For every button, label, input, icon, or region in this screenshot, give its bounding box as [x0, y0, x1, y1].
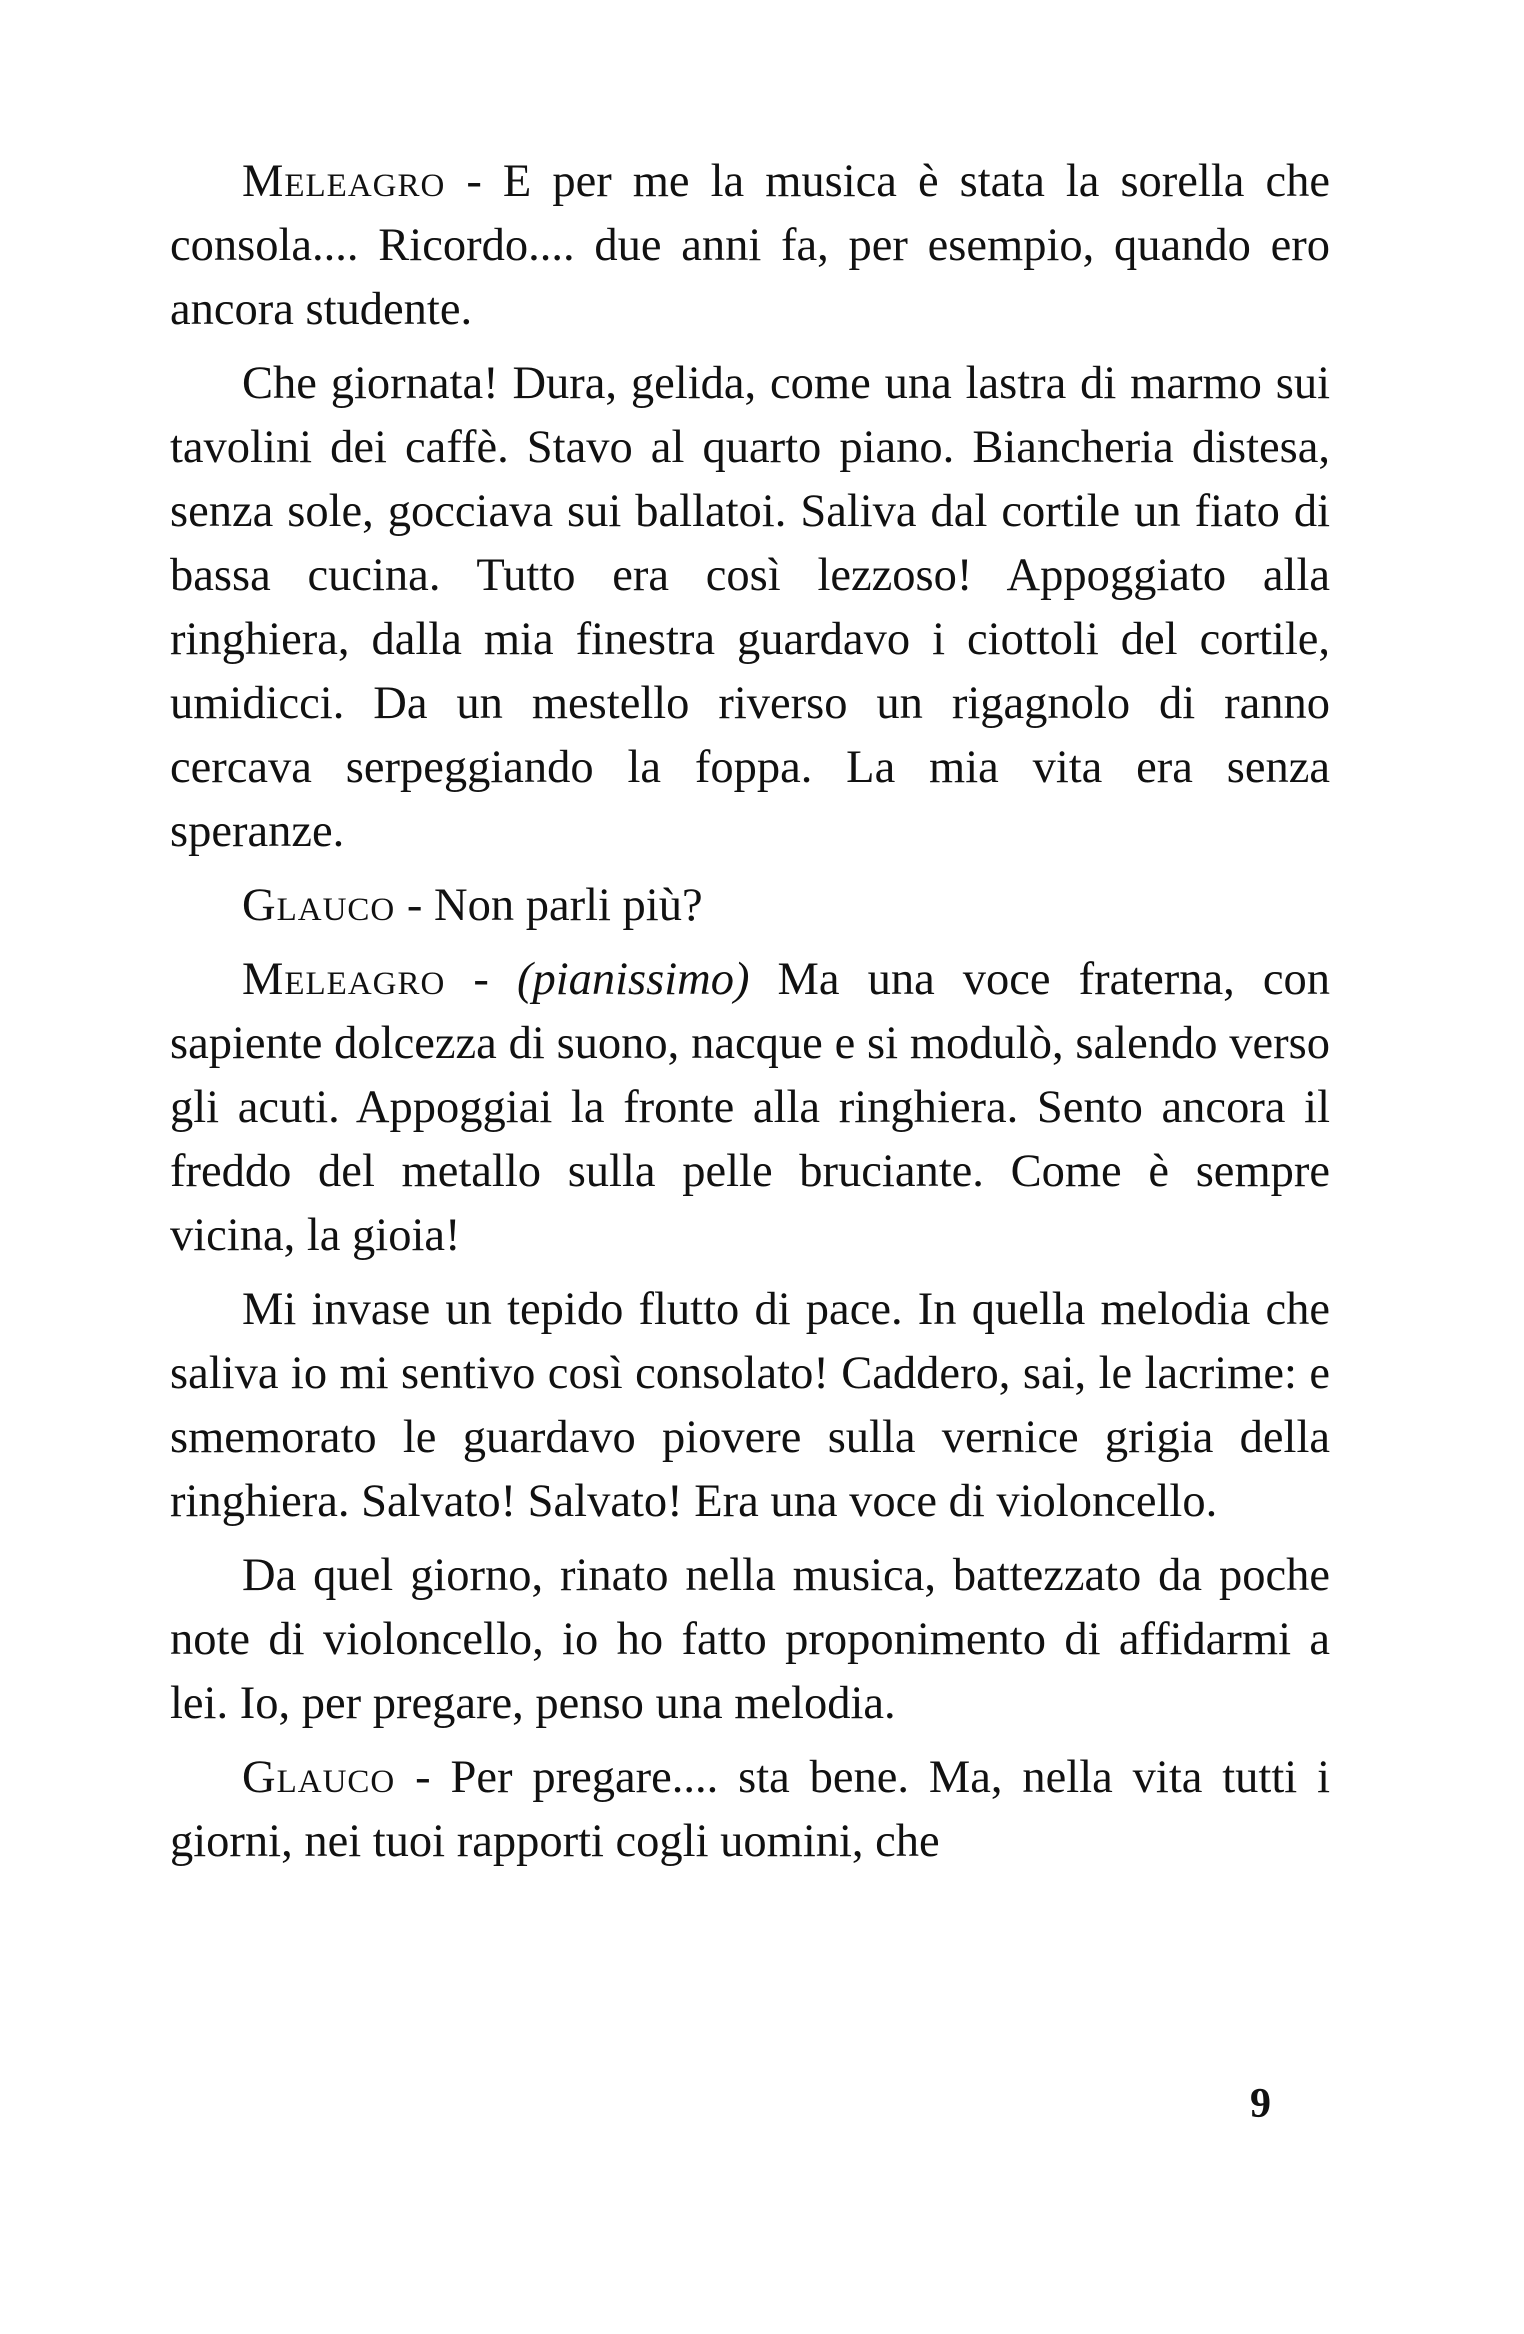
speaker-name: Glauco — [242, 1752, 396, 1803]
speaker-name: Glauco — [242, 880, 396, 931]
paragraph-text: Che giornata! Dura, gelida, come una lastra di marmo sui tavolini dei caffè. Stavo al quarto piano. Biancheria distesa, senza sole, gocciava sui ballatoi. Saliva dal cortile un fiato di bassa cucina. Tutto era così lezzoso! Appoggiato alla ringhiera, dalla mia finestra guardavo i ciottoli del cortile, umidicci. Da un mestello riverso un rigagnolo di ranno cercava serpeggiando la foppa. La mia vita era senza speranze. — [170, 358, 1330, 857]
paragraph-text: E per me la musica è stata la sorella che consola.... Ricordo.... due anni fa, per esempio, quando ero ancora studente. — [170, 156, 1330, 335]
page-body — [170, 150, 1330, 2190]
paragraph-text: Non parli più? — [434, 880, 703, 931]
speaker-name: Meleagro — [242, 156, 446, 207]
page-number: 9 — [1250, 2081, 1271, 2127]
paragraph-meleagro-1 — [170, 150, 1330, 342]
paragraph-text: Per pregare.... sta bene. Ma, nella vita tutti i giorni, nei tuoi rapporti cogli uomini, che — [170, 1752, 1330, 1867]
paragraph-text: Ma una voce fraterna, con sapiente dolcezza di suono, nacque e si modulò, salendo verso gli acuti. Appoggiai la fronte alla ringhiera. Sento ancora il freddo del metallo sulla pelle bruciante. Come è sempre vicina, la gioia! — [170, 954, 1330, 1261]
paragraph-meleagro-2 — [170, 948, 1330, 1268]
paragraph-text: Mi invase un tepido flutto di pace. In quella melodia che saliva io mi sentivo così consolato! Caddero, sai, le lacrime: e smemorato le guardavo piovere sulla vernice grigia della ringhiera. Salvato! Salvato! Era una voce di violoncello. — [170, 1284, 1330, 1527]
paragraph-pace — [170, 1278, 1330, 1534]
paragraph-glauco-1 — [170, 874, 1330, 938]
speaker-dash: - — [395, 880, 434, 931]
speaker-dash: - — [445, 954, 517, 1005]
speaker-name: Meleagro — [242, 954, 446, 1005]
paragraph-text: Da quel giorno, rinato nella musica, battezzato da poche note di violoncello, io ho fatto proponimento di affidarmi a lei. Io, per pregare, penso una melodia. — [170, 1550, 1330, 1729]
speaker-dash: - — [395, 1752, 451, 1803]
paragraph-rinato — [170, 1544, 1330, 1736]
stage-direction: (pianissimo) — [516, 954, 750, 1005]
speaker-dash: - — [445, 156, 503, 207]
paragraph-giornata — [170, 352, 1330, 864]
paragraph-glauco-2 — [170, 1746, 1330, 1874]
